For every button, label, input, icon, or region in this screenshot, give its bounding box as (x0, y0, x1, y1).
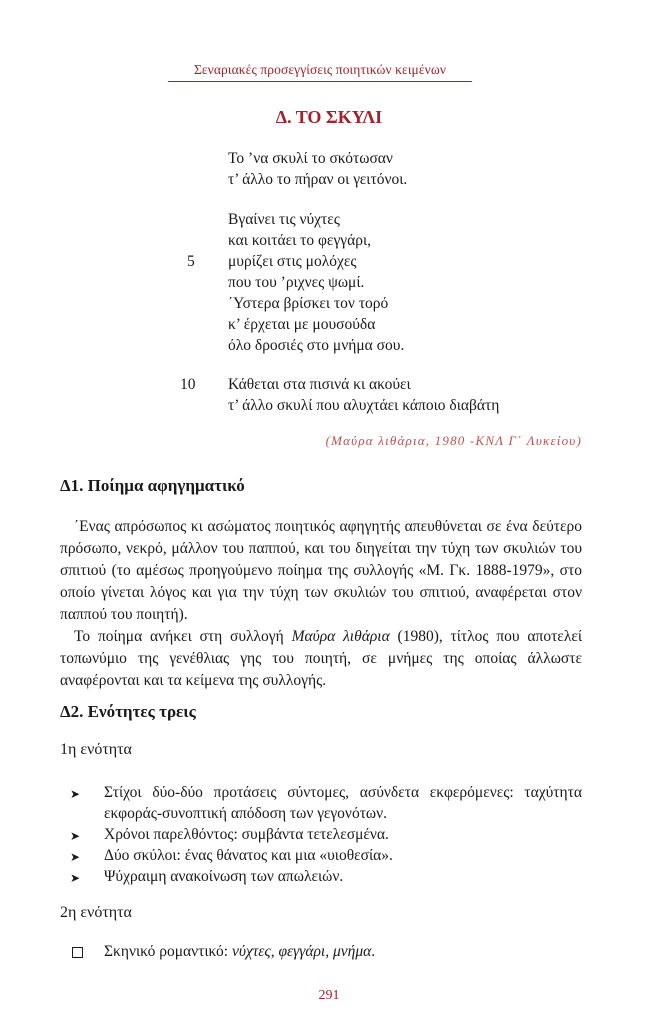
unit-label-2: 2η ενότητα (60, 904, 132, 921)
poem-title: Δ. ΤΟ ΣΚΥΛΙ (275, 107, 383, 127)
checkbox-bullet-icon (72, 947, 83, 958)
unit-label-1: 1η ενότητα (60, 741, 132, 758)
section-d1-body (60, 516, 582, 692)
poem-line: τ’ άλλο σκυλί που αλυχτάει κάποιο διαβάτη (228, 397, 500, 414)
page-number: 291 (318, 988, 340, 1003)
running-header: Σεναριακές προσεγγίσεις ποιητικών κειμένων (193, 62, 447, 77)
line-number: 10 (180, 376, 196, 393)
list-item-text: Στίχοι δύο-δύο προτάσεις σύντομες, ασύνδετα εκφερόμενες: ταχύτητα εκφοράς-συνοπτική απόδοση των γεγονότων. (104, 784, 582, 822)
poem-line: όλο δροσιές στο μνήμα σου. (228, 337, 405, 354)
section-heading-d2: Δ2. Ενότητες τρεις (60, 702, 196, 721)
list-item-text: Ψύχραιμη ανακοίνωση των απωλειών. (104, 868, 344, 885)
poem-line: μυρίζει στις μολόχες (228, 253, 357, 270)
list-item-text: Δύο σκύλοι: ένας θάνατος και μια «υιοθεσία». (104, 847, 393, 864)
list-item (70, 866, 582, 889)
arrow-bullet-icon: ➤ (70, 829, 81, 843)
poem-line: που του ’ριχνες ψωμί. (228, 274, 365, 291)
collection-title: Μαύρα λιθάρια (291, 628, 390, 645)
poem-line: τ’ άλλο το πήραν οι γειτόνοι. (228, 171, 408, 188)
poem-line: Το ’να σκυλί το σκότωσαν (228, 150, 393, 167)
paragraph (60, 626, 582, 692)
paragraph-text: (1980), τίτλος που αποτελεί τοπωνύμιο της γενέθλιας γης του ποιητή, σε μνήμες της οποίας άλλωστε αναφέρονται και τα κείμενα της συλλογής. (60, 628, 583, 689)
item-prefix: Σκηνικό ρομαντικό: (104, 943, 232, 960)
poem-line: κ’ έρχεται με μουσούδα (228, 316, 376, 333)
poem-line: Βγαίνει τις νύχτες (228, 211, 340, 228)
arrow-bullet-icon: ➤ (70, 871, 81, 885)
list-item (70, 824, 582, 847)
arrow-bullet-icon: ➤ (70, 787, 81, 801)
list-item-text: Χρόνοι παρελθόντος: συμβάντα τετελεσμένα. (104, 826, 389, 843)
paragraph-text: Το ποίημα ανήκει στη συλλογή (74, 628, 292, 645)
paragraph: ΄Ενας απρόσωπος κι ασώματος ποιητικός αφηγητής απευθύνεται σε ένα δεύτερο πρόσωπο, νεκρό, μάλλον του παππού, και του διηγείται την τύχη των σκυλιών του σπιτιού (το αμέσως προηγούμενο ποίημα της συλλογής «Μ. Γκ. 1888-1979», στο οποίο γίνεται λόγος και για την τύχη των σκυλιών του σπιτιού, αναφέρεται στον παππού του ποιητή). (60, 518, 582, 623)
arrow-bullet-icon: ➤ (70, 850, 81, 864)
list-item-text (104, 943, 375, 961)
poem-line: και κοιτάει το φεγγάρι, (228, 232, 372, 249)
list-item (70, 845, 582, 868)
item-suffix: . (371, 943, 376, 960)
section-heading-d1: Δ1. Ποίημα αφηγηματικό (60, 476, 245, 495)
list-item (70, 782, 582, 824)
item-italic: νύχτες, φεγγάρι, μνήμα (231, 943, 372, 960)
poem-line: Κάθεται στα πισινά κι ακούει (228, 376, 411, 393)
poem-source: (Μαύρα λιθάρια, 1980 -ΚΝΛ Γ΄ Λυκείου) (325, 433, 582, 448)
poem-line: ΄Υστερα βρίσκει τον τορό (228, 295, 389, 312)
line-number: 5 (187, 253, 195, 270)
header-rule (168, 81, 472, 82)
